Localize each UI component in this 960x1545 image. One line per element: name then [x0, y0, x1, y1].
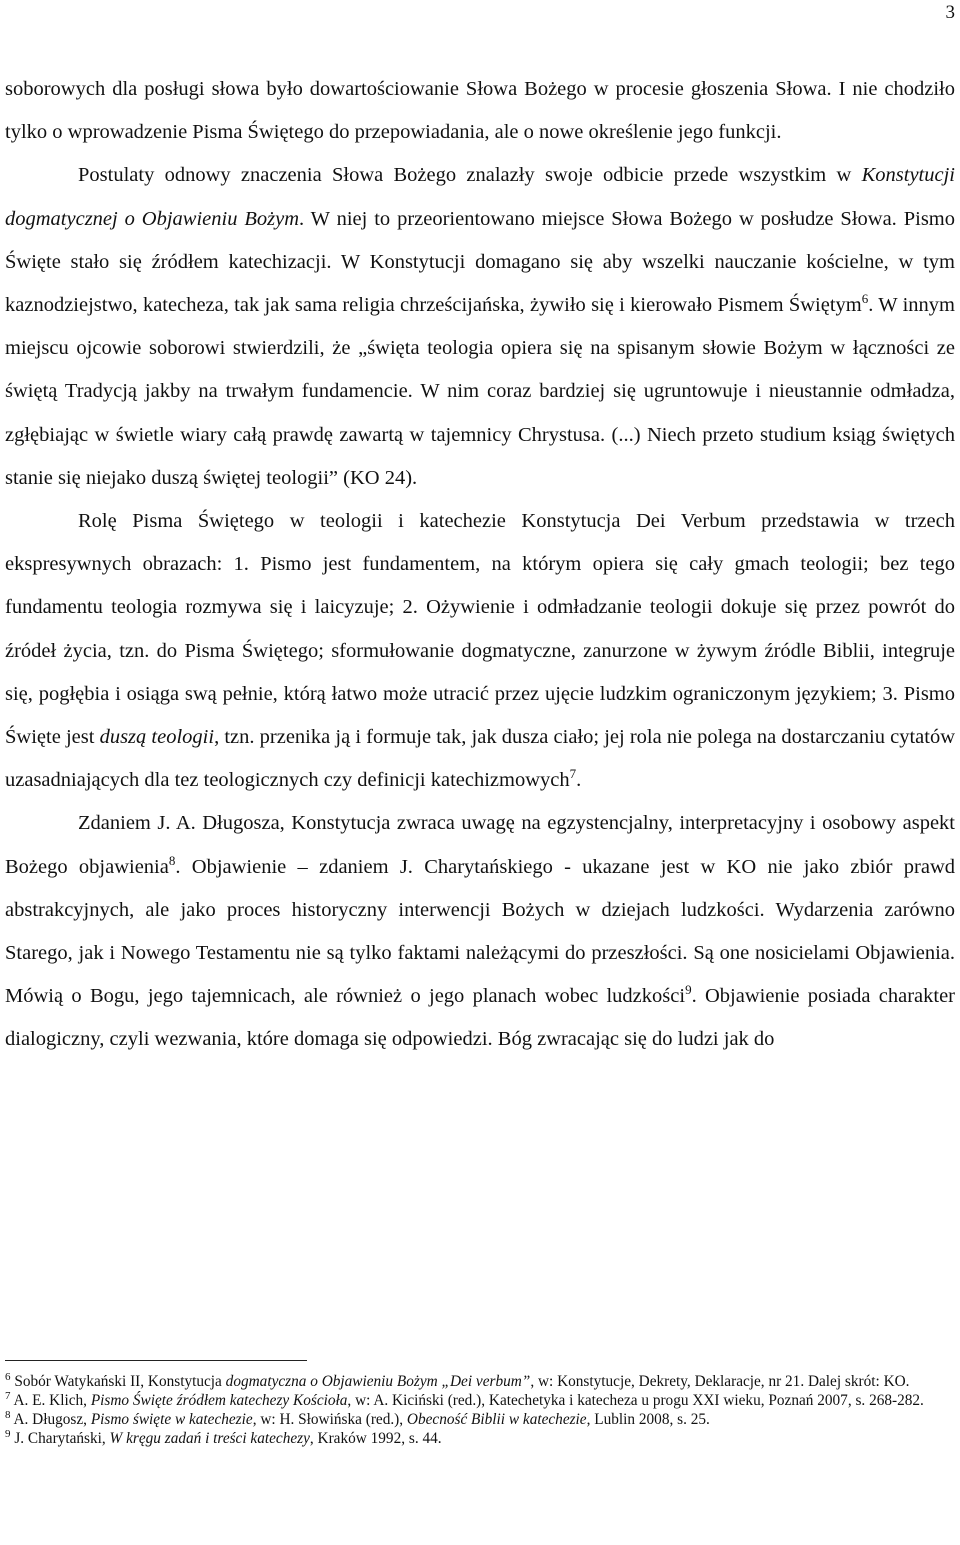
footnote-ref: 6	[861, 291, 869, 307]
text-run: Zdaniem J. A. Długosza, Konstytucja zwraca uwagę na egzystencjalny, interpretacyjny i osobowy aspekt Bożego objawienia	[5, 812, 955, 878]
italic-text: Konstytucji dogmatycznej o Objawieniu Bożym	[5, 164, 955, 230]
text-run: A. E. Klich,	[13, 1391, 91, 1409]
text-run: soborowych dla posługi słowa było dowartościowanie Słowa Bożego w procesie głoszenia Słowa. I nie chodziło tylko o wprowadzenie Pisma Świętego do przepowiadania, ale o nowe określenie jego funkcji.	[5, 78, 955, 144]
footnote	[5, 1370, 955, 1392]
text-run: , tzn. przenika ją i formuje tak, jak dusza ciało; jej rola nie polega na dostarczaniu cytatów uzasadniających dla tez teologicznych czy definicji katechizmowych	[5, 726, 955, 792]
paragraph	[5, 68, 955, 154]
text-run: .	[576, 769, 582, 792]
italic-text: dogmatyczna o Objawieniu Bożym „Dei verbum”	[225, 1373, 531, 1390]
footnote-ref: 7	[569, 766, 577, 782]
paragraph	[5, 500, 955, 802]
footnote-separator	[5, 1360, 307, 1361]
text-run: , Lublin 2008, s. 25.	[586, 1410, 710, 1428]
italic-text: W kręgu zadań i treści katechezy	[109, 1429, 310, 1447]
footnote-number: 7	[5, 1389, 11, 1402]
body-text	[5, 68, 955, 1062]
footnote	[5, 1389, 955, 1411]
italic-text: duszą teologii	[99, 726, 215, 749]
footnote-number: 6	[5, 1370, 11, 1383]
text-run: , w: H. Słowińska (red.),	[252, 1410, 407, 1428]
footnote-ref: 9	[685, 982, 692, 998]
text-run: Sobór Watykański II, Konstytucja	[14, 1373, 226, 1390]
text-run: . W innym miejscu ojcowie soborowi stwierdzili, że „święta teologia opiera się na spisanym słowie Bożym w łączności ze świętą Tradycją jakby na trwałym fundamencie. W nim coraz bardziej się ugruntowuje i nieustannie odmładza, zgłębiając w świetle wiary całą prawdę zawartą w tajemnicy Chrystusa. (...) Niech przeto studium ksiąg świętych stanie się niejako duszą świętej teologii” (KO 24).	[5, 294, 955, 489]
paragraph	[5, 154, 955, 500]
footnote	[5, 1408, 955, 1430]
text-run: , Kraków 1992, s. 44.	[309, 1429, 442, 1447]
text-run: . W niej to przeorientowano miejsce Słowa Bożego w posłudze Słowa. Pismo Święte stało się źródłem katechizacji. W Konstytucji domagano się aby wszelki nauczanie kościelne, w tym kaznodziejstwo, katecheza, tak jak sama religia chrześcijańska, żywiło się i kierowało Pismem Świętym	[5, 207, 955, 317]
footnotes	[5, 1370, 955, 1449]
italic-text: Pismo Święte źródłem katechezy Kościoła	[90, 1391, 348, 1409]
text-run: . Objawienie posiada charakter dialogiczny, czyli wezwania, które domaga się odpowiedzi. Bóg zwracając się do ludzi jak do	[5, 985, 955, 1051]
page-number: 3	[945, 2, 955, 23]
text-run: Postulaty odnowy znaczenia Słowa Bożego znalazły swoje odbicie przede wszystkim w	[78, 164, 862, 187]
paragraph	[5, 802, 955, 1061]
text-run: A. Długosz,	[13, 1410, 91, 1428]
italic-text: Obecność Biblii w katechezie	[406, 1410, 587, 1428]
footnote	[5, 1427, 955, 1449]
italic-text: Pismo święte w katechezie	[90, 1410, 253, 1428]
text-run: J. Charytański,	[14, 1429, 110, 1447]
text-run: Rolę Pisma Świętego w teologii i katechezie Konstytucja Dei Verbum przedstawia w trzech ekspresywnych obrazach: 1. Pismo jest fundamentem, na którym opiera się cały gmach teologii; bez tego fundamentu teologia rozmywa się i laicyzuje; 2. Ożywienie i odmładzanie teologii dokuje się przez powrót do źródeł życia, tzn. do Pisma Świętego; sformułowanie dogmatyczne, zanurzone w żywym źródle Biblii, integruje się, pogłębia i osiąga swą pełnie, którą łatwo może utracić przez ujęcie ludzkim ograniczonym językiem; 3. Pismo Święte jest	[5, 510, 955, 749]
text-run: , w: A. Kiciński (red.), Katechetyka i katecheza u progu XXI wieku, Poznań 2007, s. 268-282.	[347, 1391, 924, 1409]
text-run: . Objawienie – zdaniem J. Charytańskiego - ukazane jest w KO nie jako zbiór prawd abstrakcyjnych, ale jako proces historyczny interwencji Bożych w dziejach ludzkości. Wydarzenia zarówno Starego, jak i Nowego Testamentu nie są tylko faktami należącymi do przeszłości. Są one nosicielami Objawienia. Mówią o Bogu, jego tajemnicach, ale również o jego planach wobec ludzkości	[5, 855, 956, 1008]
text-run: , w: Konstytucje, Dekrety, Deklaracje, nr 21. Dalej skrót: KO.	[530, 1373, 910, 1390]
footnote-number: 8	[5, 1408, 11, 1421]
footnote-number: 9	[5, 1427, 11, 1440]
footnote-ref: 8	[168, 852, 176, 868]
